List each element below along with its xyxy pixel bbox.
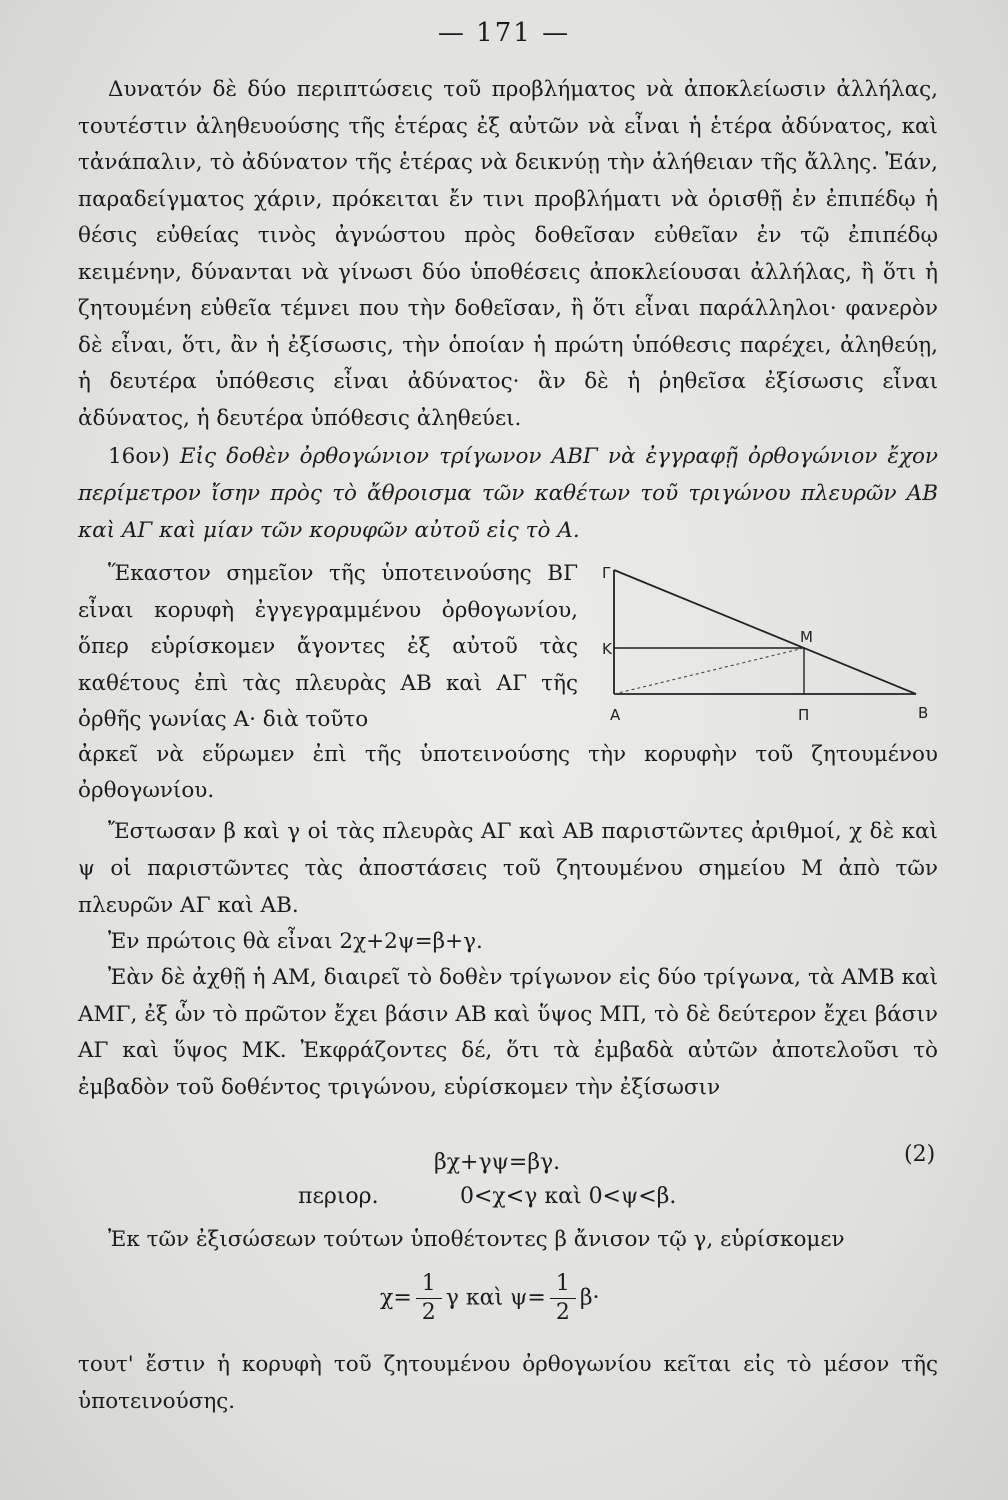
conclusion-paragraph: τουτ' ἔστιν ἡ κορυφὴ τοῦ ζητουμένου ὀρθογωνίου κεῖται εἰς τὸ μέσον τῆς ὑποτεινούσης. [78, 1352, 938, 1414]
intro-text: Δυνατόν δὲ δύο περιπτώσεις τοῦ προβλήματος νὰ ἀποκλείωσιν ἀλλήλας, τουτέστιν ἀληθευούσης τῆς ἑτέρας ἐξ αὐτῶν νὰ εἶναι ἡ ἑτέρα ἀδύνατος, καὶ τἀνάπαλιν, τὸ ἀδύνατον τῆς ἑτέρας νὰ δεικνύῃ τὴν ἀλήθειαν τῆς ἄλλης. Ἐάν, παραδείγματος χάριν, πρόκειται ἔν τινι προβλήματι νὰ ὁρισθῇ ἐν ἐπιπέδῳ ἡ θέσις εὐθείας τινὸς ἀγνώστου πρὸς δοθεῖσαν εὐθεῖαν ἐν τῷ ἐπιπέδῳ κειμένην, δύνανται νὰ γίνωσι δύο ὑποθέσεις ἀποκλείουσαι ἀλλήλας, ἢ ὅτι ἡ ζητουμένη εὐθεῖα τέμνει που τὴν δοθεῖσαν, ἢ ὅτι εἶναι παράλληλοι· φανερὸν δὲ εἶναι, ὅτι, ἂν ἡ ἐξίσωσις, τὴν ὁποίαν ἡ πρώτη ὑπόθεσις παρέχει, ἀληθεύῃ, ἡ δευτέρα ὑπόθεσις εἶναι ἀδύνατος· ἂν δὲ ἡ ῥηθεῖσα ἐξίσωσις εἶναι ἀδύνατος, ἡ δευτέρα ὑπόθεσις ἀληθεύει. [78, 77, 938, 431]
problem-number: 16ον) [108, 444, 170, 469]
label-b: Β [918, 704, 929, 722]
label-p: Π [798, 706, 810, 724]
solve-paragraph: Ἐκ τῶν ἐξισώσεων τούτων ὑποθέτοντες β ἄνισον τῷ γ, εὑρίσκομεν [108, 1227, 845, 1252]
label-gamma: Γ [602, 564, 611, 582]
solution-text: Ἕκαστον σημεῖον τῆς ὑποτεινούσης ΒΓ εἶναι κορυφὴ ἐγγεγραμμένου ὀρθογωνίου, ὅπερ εὑρίσκομεν ἄγοντες ἐξ αὐτοῦ τὰς καθέτους ἐπὶ τὰς πλευρὰς ΑΒ καὶ ΑΓ τῆς ὀρθῆς γωνίας Α· διὰ τοῦτο [78, 561, 578, 733]
fraction-one-half-a: $\frac{1}{2}$ [416, 1270, 442, 1327]
area-paragraph: Ἐὰν δὲ ἀχθῇ ἡ ΑΜ, διαιρεῖ τὸ δοθὲν τρίγωνον εἰς δύο τρίγωνα, τὰ ΑΜΒ καὶ ΑΜΓ, ἐξ ὧν τὸ πρῶτον ἔχει βάσιν ΑΒ καὶ ὕψος ΜΠ, τὸ δὲ δεύτερον ἔχει βάσιν ΑΓ καὶ ὕψος ΜΚ. Ἐκφράζοντες δέ, ὅτι τὰ ἐμβαδὰ αὐτῶν ἀποτελοῦσι τὸ ἐμβαδὸν τοῦ δοθέντος τριγώνου, εὑρίσκομεν τὴν ἐξίσωσιν [78, 965, 938, 1100]
limits-label: περιορ. [298, 1184, 379, 1209]
problem-text: Εἰς δοθὲν ὀρθογώνιον τρίγωνον ΑΒΓ νὰ ἐγγραφῇ ὀρθογώνιον ἔχον περίμετρον ἴσην πρὸς τὸ ἄθροισμα τῶν καθέτων τοῦ τριγώνου πλευρῶν ΑΒ καὶ ΑΓ καὶ μίαν τῶν κορυφῶν αὐτοῦ εἰς τὸ Α. [78, 444, 939, 543]
triangle-figure [572, 560, 962, 750]
definition-paragraph: Ἔστωσαν β καὶ γ οἱ τὰς πλευρὰς ΑΓ καὶ ΑΒ παριστῶντες ἀριθμοί, χ δὲ καὶ ψ οἱ παριστῶντες τὰς ἀποστάσεις τοῦ ζητουμένου σημείου Μ ἀπὸ τῶν πλευρῶν ΑΓ καὶ ΑΒ. [78, 819, 938, 918]
limits: 0<χ<γ καὶ 0<ψ<β. [460, 1184, 677, 1209]
equation-number: (2) [904, 1142, 936, 1167]
page-number: — 171 — [437, 18, 571, 48]
solution-intro [78, 556, 578, 739]
label-a: Α [610, 706, 621, 724]
result-formula: χ= $\frac{1}{2}$ γ καὶ ψ= $\frac{1}{2}$ β· [380, 1271, 600, 1325]
label-m: Μ [800, 628, 813, 646]
hypotenuse-bg [614, 570, 916, 694]
first-equation-paragraph: Ἐν πρώτοις θὰ εἶναι 2χ+2ψ=β+γ. [108, 929, 483, 954]
segment-am-dotted [614, 648, 804, 694]
problem-statement [78, 438, 938, 549]
main-equation: βχ+γψ=βγ. [434, 1150, 561, 1175]
fraction-one-half-b: $\frac{1}{2}$ [550, 1270, 576, 1327]
label-k: Κ [602, 640, 612, 658]
intro-paragraph [78, 72, 938, 437]
solution-continuation: ἀρκεῖ νὰ εὕρωμεν ἐπὶ τῆς ὑποτεινούσης τὴν κορυφὴν τοῦ ζητουμένου ὀρθογωνίου. [78, 742, 938, 803]
